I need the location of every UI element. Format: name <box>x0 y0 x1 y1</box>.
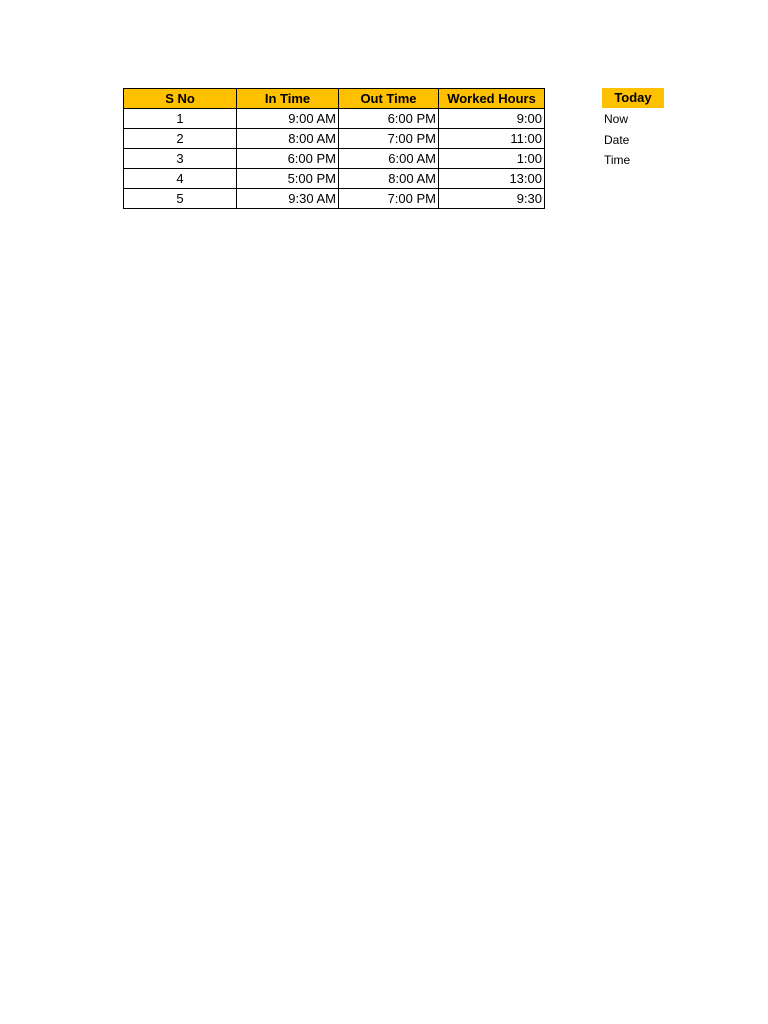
cell-out-time[interactable]: 6:00 AM <box>339 149 439 169</box>
today-item-date[interactable]: Date <box>604 133 630 147</box>
table-row <box>124 109 545 129</box>
header-in-time[interactable]: In Time <box>237 89 339 109</box>
cell-worked-hours[interactable]: 9:00 <box>439 109 545 129</box>
header-s-no[interactable]: S No <box>124 89 237 109</box>
table-row <box>124 169 545 189</box>
cell-s-no[interactable]: 5 <box>124 189 237 209</box>
cell-in-time[interactable]: 5:00 PM <box>237 169 339 189</box>
header-out-time[interactable]: Out Time <box>339 89 439 109</box>
table-row <box>124 129 545 149</box>
cell-s-no[interactable]: 2 <box>124 129 237 149</box>
table-header-row <box>124 89 545 109</box>
worked-hours-table <box>123 88 545 209</box>
cell-s-no[interactable]: 3 <box>124 149 237 169</box>
cell-in-time[interactable]: 6:00 PM <box>237 149 339 169</box>
cell-s-no[interactable]: 4 <box>124 169 237 189</box>
cell-in-time[interactable]: 8:00 AM <box>237 129 339 149</box>
header-worked-hours[interactable]: Worked Hours <box>439 89 545 109</box>
table-row <box>124 149 545 169</box>
cell-out-time[interactable]: 7:00 PM <box>339 189 439 209</box>
table-row <box>124 189 545 209</box>
cell-out-time[interactable]: 6:00 PM <box>339 109 439 129</box>
cell-worked-hours[interactable]: 13:00 <box>439 169 545 189</box>
today-header[interactable]: Today <box>602 88 664 108</box>
cell-s-no[interactable]: 1 <box>124 109 237 129</box>
today-item-now[interactable]: Now <box>604 112 629 126</box>
cell-out-time[interactable]: 7:00 PM <box>339 129 439 149</box>
cell-worked-hours[interactable]: 9:30 <box>439 189 545 209</box>
cell-out-time[interactable]: 8:00 AM <box>339 169 439 189</box>
today-item-time[interactable]: Time <box>604 153 631 167</box>
cell-in-time[interactable]: 9:00 AM <box>237 109 339 129</box>
cell-worked-hours[interactable]: 11:00 <box>439 129 545 149</box>
cell-worked-hours[interactable]: 1:00 <box>439 149 545 169</box>
cell-in-time[interactable]: 9:30 AM <box>237 189 339 209</box>
